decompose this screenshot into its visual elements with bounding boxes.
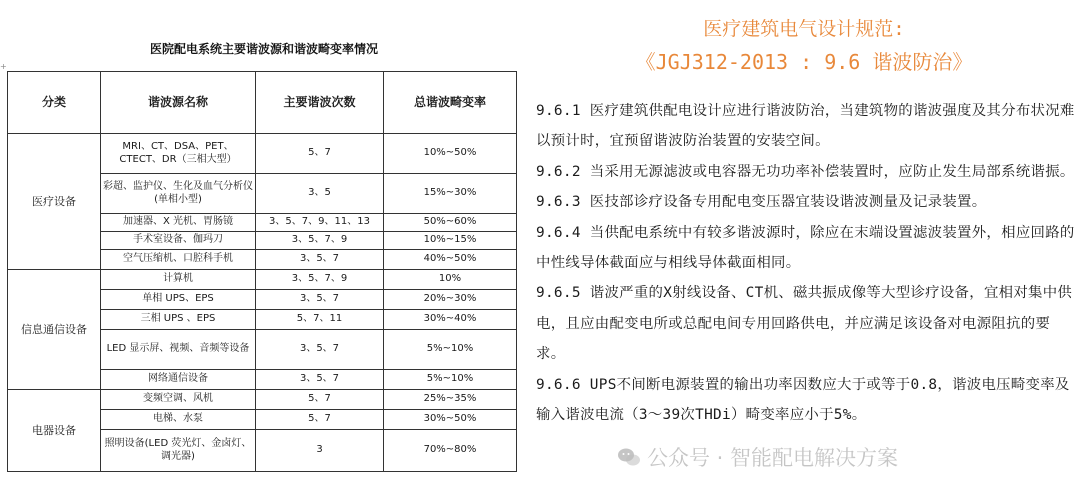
thd-cell: 30%~40% [384, 310, 517, 330]
table-row [8, 390, 517, 410]
orders-cell: 3、5、7 [256, 330, 384, 370]
source-name-cell: 手术室设备、伽玛刀 [101, 232, 256, 250]
clause-9-6-1: 9.6.1 医疗建筑供配电设计应进行谐波防治，当建筑物的谐波强度及其分布状况难以预计时，宜预留谐波防治装置的安装空间。 [536, 103, 1075, 150]
thd-cell: 10%~15% [384, 232, 517, 250]
thd-cell: 5%~10% [384, 370, 517, 390]
table-row [8, 134, 517, 174]
table-header-row [8, 72, 517, 134]
thd-cell: 15%~30% [384, 174, 517, 214]
source-name-cell: 空气压缩机、口腔科手机 [101, 250, 256, 270]
category-cell: 电器设备 [8, 390, 101, 472]
harmonic-table [7, 71, 517, 472]
thd-cell: 25%~35% [384, 390, 517, 410]
source-name-cell: LED 显示屏、视频、音频等设备 [101, 330, 256, 370]
source-name-cell: 计算机 [101, 270, 256, 290]
clause-9-6-4: 9.6.4 当供配电系统中有较多谐波源时，除应在末端设置滤波装置外，相应回路的中性线导体截面应与相线导体截面相同。 [536, 224, 1075, 272]
thd-cell: 20%~30% [384, 290, 517, 310]
thd-cell: 5%~10% [384, 330, 517, 370]
standard-panel [528, 0, 1080, 497]
orders-cell: 5、7 [256, 410, 384, 430]
thd-cell: 30%~50% [384, 410, 517, 430]
clause-9-6-2: 9.6.2 当采用无源滤波或电容器无功功率补偿装置时，应防止发生局部系统谐振。 [536, 163, 1075, 180]
header-total-thd: 总谐波畸变率 [384, 72, 517, 134]
source-name-cell: 电梯、水泵 [101, 410, 256, 430]
orders-cell: 3、5、7、9 [256, 232, 384, 250]
header-main-orders: 主要谐波次数 [256, 72, 384, 134]
orders-cell: 3、5、7 [256, 290, 384, 310]
orders-cell: 5、7 [256, 134, 384, 174]
category-cell: 信息通信设备 [8, 270, 101, 390]
watermark-text: 公众号 · 智能配电解决方案 [647, 446, 899, 470]
source-name-cell: 彩超、监护仪、生化及血气分析仪(单相小型) [101, 174, 256, 214]
clause-9-6-3: 9.6.3 医技部诊疗设备专用配电变压器宜装设谐波测量及记录装置。 [536, 194, 987, 211]
orders-cell: 3、5、7、9、11、13 [256, 214, 384, 232]
source-name-cell: 加速器、X 光机、胃肠镜 [101, 214, 256, 232]
orders-cell: 3、5、7、9 [256, 270, 384, 290]
standard-subtitle: 《JGJ312-2013 : 9.6 谐波防治》 [635, 50, 973, 74]
clause-9-6-6: 9.6.6 UPS不间断电源装置的输出功率因数应大于或等于0.8，谐波电压畸变率及输入谐波电流（3～39次THDi）畸变率应小于5%。 [536, 376, 1070, 424]
source-name-cell: 照明设备(LED 荧光灯、金卤灯、调光器) [101, 430, 256, 472]
thd-cell: 10%~50% [384, 134, 517, 174]
category-cell: 医疗设备 [8, 134, 101, 270]
clause-9-6-5: 9.6.5 谐波严重的X射线设备、CT机、磁共振成像等大型诊疗设备，宜相对集中供电，且应由配变电所或总配电间专用回路供电，并应满足该设备对电源阻抗的要求。 [536, 285, 1073, 363]
source-name-cell: MRI、CT、DSA、PET、CTECT、DR（三相大型） [101, 134, 256, 174]
source-name-cell: 三相 UPS 、EPS [101, 310, 256, 330]
orders-cell: 3、5、7 [256, 370, 384, 390]
standard-title: 医疗建筑电气设计规范: [703, 18, 905, 40]
source-name-cell: 变频空调、风机 [101, 390, 256, 410]
table-panel [0, 0, 528, 497]
clause-list [536, 96, 1076, 430]
source-name-cell: 单相 UPS、EPS [101, 290, 256, 310]
orders-cell: 3、5、7 [256, 250, 384, 270]
thd-cell: 10% [384, 270, 517, 290]
thd-cell: 50%~60% [384, 214, 517, 232]
header-category: 分类 [8, 72, 101, 134]
thd-cell: 40%~50% [384, 250, 517, 270]
orders-cell: 5、7 [256, 390, 384, 410]
thd-cell: 70%~80% [384, 430, 517, 472]
table-title: 医院配电系统主要谐波源和谐波畸变率情况 [149, 42, 378, 56]
table-row [8, 270, 517, 290]
orders-cell: 3 [256, 430, 384, 472]
orders-cell: 3、5 [256, 174, 384, 214]
table-corner-mark: + [0, 62, 7, 71]
source-name-cell: 网络通信设备 [101, 370, 256, 390]
orders-cell: 5、7、11 [256, 310, 384, 330]
header-source-name: 谐波源名称 [101, 72, 256, 134]
